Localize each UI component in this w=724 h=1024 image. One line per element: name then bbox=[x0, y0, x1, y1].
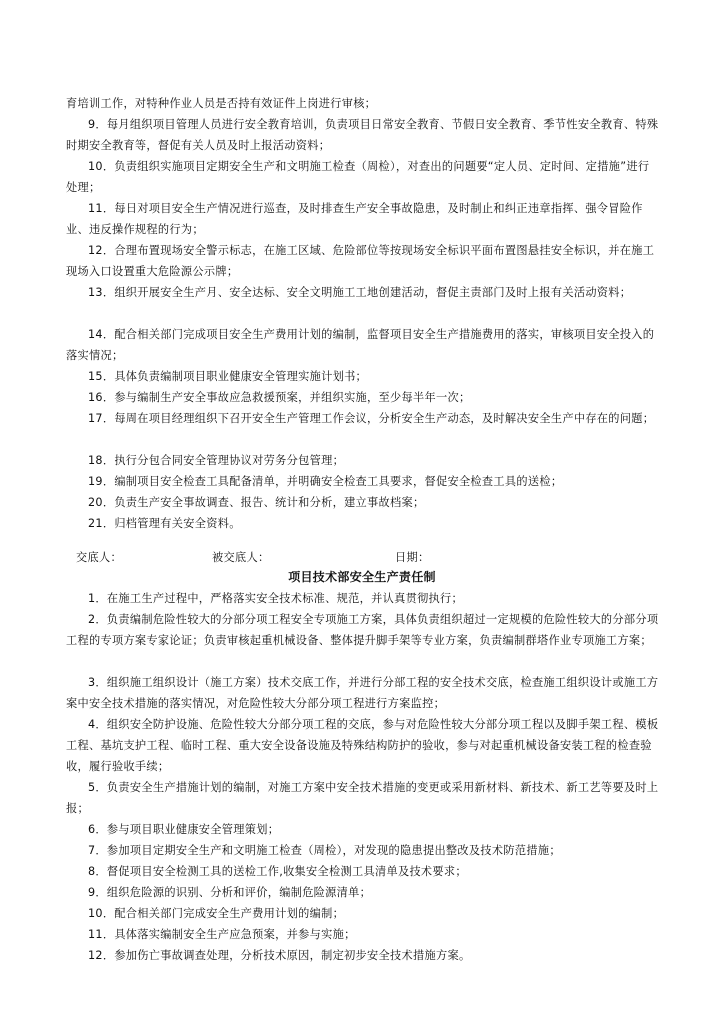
paragraph: 育培训工作，对特种作业人员是否持有效证件上岗进行审核； bbox=[66, 97, 377, 110]
paragraph: 10．负责组织实施项目定期安全生产和文明施工检查（周检），对查出的问题要“定人员、定时间、定措施”进行处理； bbox=[66, 160, 650, 194]
paragraph: 18．执行分包合同安全管理协议对劳务分包管理； bbox=[88, 454, 345, 467]
paragraph: 1．在施工生产过程中，严格落实安全技术标准、规范，并认真贯彻执行； bbox=[88, 592, 464, 605]
paragraph: 13．组织开展安全生产月、安全达标、安全文明施工工地创建活动，督促主责部门及时上报有关活动资料； bbox=[88, 286, 632, 299]
paragraph: 2．负责编制危险性较大的分部分项工程安全专项施工方案，具体负责组织超过一定规模的危险性较大的分部分项工程的专项方案专家论证；负责审核起重机械设备、整体提升脚手架等专业方案，负责编制群塔作业专项施工方案； bbox=[66, 613, 659, 647]
paragraph: 14．配合相关部门完成项目安全生产费用计划的编制，监督项目安全生产措施费用的落实，审核项目安全投入的落实情况； bbox=[66, 328, 655, 362]
paragraph: 4．组织安全防护设施、危险性较大分部分项工程的交底，参与对危险性较大分部分项工程以及脚手架工程、模板工程、基坑支护工程、临时工程、重大安全设备设施及特殊结构防护的验收，参与对起重机械设备安装工程的检查验收，履行验收手续； bbox=[66, 718, 659, 773]
paragraph: 20．负责生产安全事故调查、报告、统计和分析，建立事故档案； bbox=[88, 496, 425, 509]
section-title: 项目技术部安全生产责任制 bbox=[288, 570, 436, 584]
paragraph: 9．每月组织项目管理人员进行安全教育培训，负责项目日常安全教育、节假日安全教育、季节性安全教育、特殊时期安全教育等，督促有关人员及时上报活动资料； bbox=[66, 118, 659, 152]
paragraph: 19．编制项目安全检查工具配备清单，并明确安全检查工具要求，督促安全检查工具的送检； bbox=[88, 475, 563, 488]
date-label: 日期： bbox=[395, 551, 430, 564]
paragraph: 6．参与项目职业健康安全管理策划； bbox=[88, 823, 280, 836]
paragraph: 7．参加项目定期安全生产和文明施工检查（周检），对发现的隐患提出整改及技术防范措施； bbox=[88, 844, 561, 857]
paragraph: 11．每日对项目安全生产情况进行巡查，及时排查生产安全事故隐患，及时制止和纠正违章指挥、强令冒险作业、违反操作规程的行为； bbox=[66, 202, 643, 236]
paragraph: 8．督促项目安全检测工具的送检工作,收集安全检测工具清单及技术要求； bbox=[88, 865, 467, 878]
paragraph: 16．参与编制生产安全事故应急救援预案，并组织实施，至少每半年一次； bbox=[88, 391, 471, 404]
paragraph: 3．组织施工组织设计（施工方案）技术交底工作，并进行分部工程的安全技术交底，检查施工组织设计或施工方案中安全技术措施的落实情况，对危险性较大分部分项工程进行方案监控； bbox=[66, 676, 659, 710]
receiver-label: 被交底人： bbox=[212, 551, 270, 564]
paragraph: 17．每周在项目经理组织下召开安全生产管理工作会议，分析安全生产动态，及时解决安全生产中存在的问题； bbox=[88, 412, 655, 425]
paragraph: 11．具体落实编制安全生产应急预案，并参与实施； bbox=[88, 928, 356, 941]
paragraph: 5．负责安全生产措施计划的编制，对施工方案中安全技术措施的变更或采用新材料、新技术、新工艺等要及时上报； bbox=[66, 781, 659, 815]
paragraph: 9．组织危险源的识别、分析和评价，编制危险源清单； bbox=[88, 886, 372, 899]
paragraph: 12．参加伤亡事故调查处理，分析技术原因，制定初步安全技术措施方案。 bbox=[88, 949, 471, 962]
paragraph: 15．具体负责编制项目职业健康安全管理实施计划书； bbox=[88, 370, 368, 383]
paragraph: 21．归档管理有关安全资料。 bbox=[88, 517, 241, 530]
discloser-label: 交底人： bbox=[76, 551, 122, 564]
paragraph: 10．配合相关部门完成安全生产费用计划的编制； bbox=[88, 907, 345, 920]
paragraph: 12．合理布置现场安全警示标志，在施工区域、危险部位等按现场安全标识平面布置图悬挂安全标识，并在施工现场入口设置重大危险源公示牌； bbox=[66, 244, 655, 278]
